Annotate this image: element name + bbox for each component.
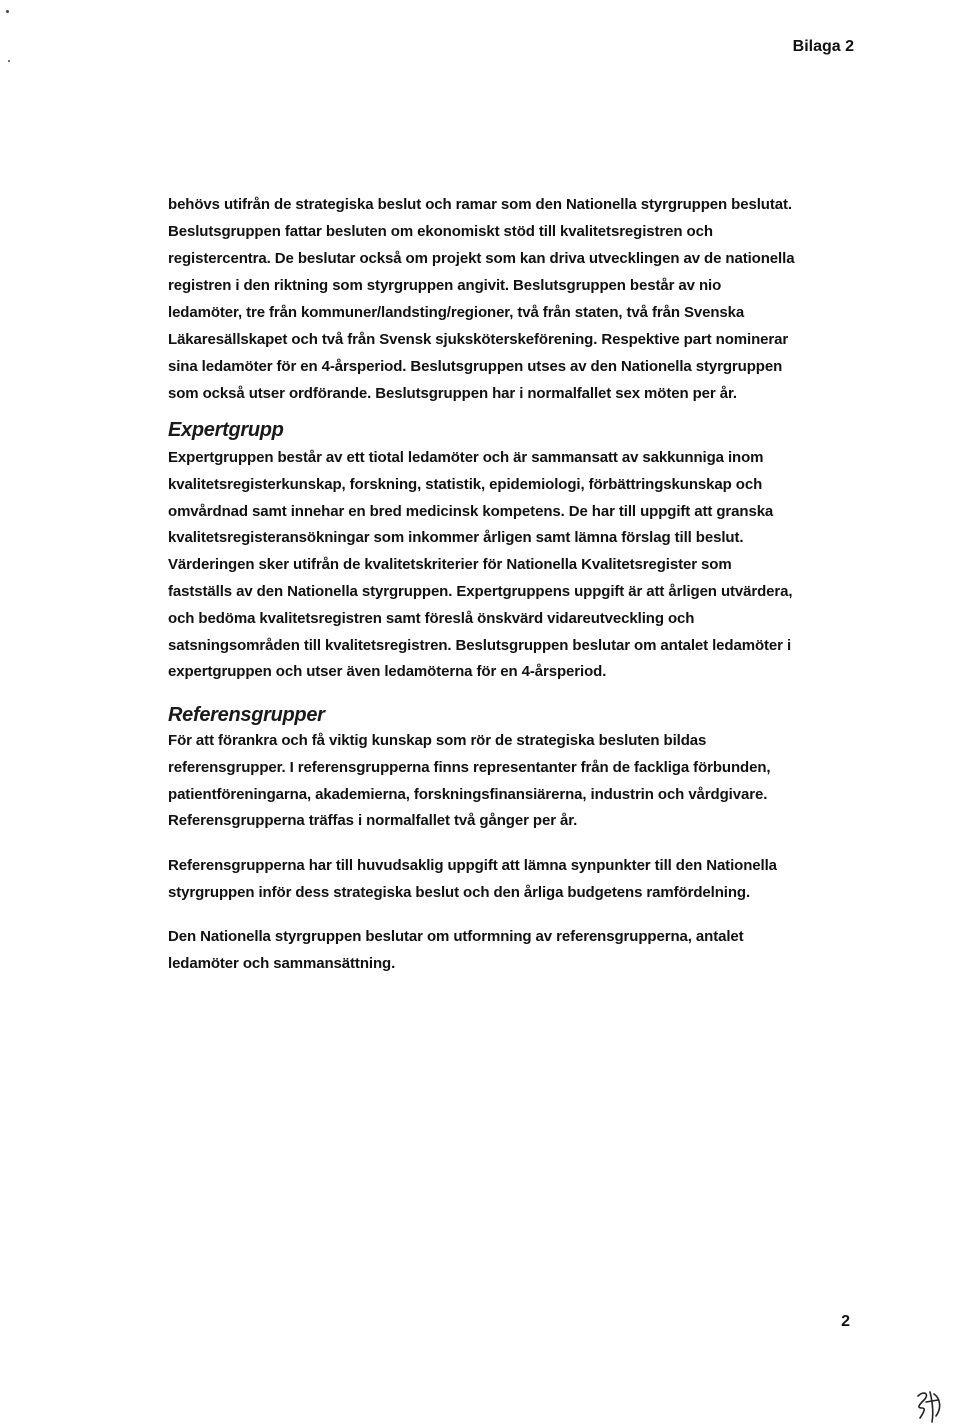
paragraph-referensgrupper bbox=[168, 728, 858, 835]
paragraph-referensgrupper-utformning bbox=[168, 923, 858, 977]
paragraph-expertgrupp bbox=[168, 445, 858, 686]
text-line: kvalitetsregisteransökningar som inkommer årligen samt lämna förslag till beslut. bbox=[168, 529, 744, 547]
text-line: och bedöma kvalitetsregistren samt föreslå önskvärd vidareutveckling och bbox=[168, 609, 695, 627]
section-heading-referensgrupper: Referensgrupper bbox=[168, 704, 325, 726]
text-line: expertgruppen och utser även ledamöterna för en 4-årsperiod. bbox=[168, 663, 607, 681]
text-line: Värderingen sker utifrån de kvalitetskriterier för Nationella Kvalitetsregister som bbox=[168, 556, 732, 574]
paragraph-referensgrupper-uppgift bbox=[168, 852, 858, 906]
text-line: fastställs av den Nationella styrgruppen. Expertgruppens uppgift är att årligen utvärdera, bbox=[168, 582, 793, 600]
text-line: ledamöter, tre från kommuner/landsting/regioner, två från staten, två från Svenska bbox=[168, 304, 745, 321]
text-line: behövs utifrån de strategiska beslut och ramar som den Nationella styrgruppen beslutat. bbox=[168, 196, 792, 213]
scan-artifact-dot bbox=[8, 60, 10, 62]
text-line: Den Nationella styrgruppen beslutar om utformning av referensgrupperna, antalet bbox=[168, 928, 744, 945]
text-line: Referensgrupperna träffas i normalfallet två gånger per år. bbox=[168, 812, 578, 830]
text-line: patientföreningarna, akademierna, forskningsfinansiärerna, industrin och vårdgivare. bbox=[168, 785, 768, 803]
section-heading-expertgrupp: Expertgrupp bbox=[168, 419, 284, 441]
text-line: registercentra. De beslutar också om projekt som kan driva utvecklingen av de nationella bbox=[168, 250, 795, 267]
text-line: Referensgrupperna har till huvudsaklig uppgift att lämna synpunkter till den Nationella bbox=[168, 857, 777, 874]
handwritten-initials-icon bbox=[912, 1388, 946, 1424]
paragraph-beslutsgruppen bbox=[168, 191, 858, 407]
text-line: omvårdnad samt innehar en bred medicinsk kompetens. De har till uppgift att granska bbox=[168, 502, 774, 520]
text-line: kvalitetsregisterkunskap, forskning, statistik, epidemiologi, förbättringskunskap och bbox=[168, 475, 763, 493]
text-line: styrgruppen inför dess strategiska beslut och den årliga budgetens ramfördelning. bbox=[168, 884, 751, 901]
text-line: satsningsområden till kvalitetsregistren. Beslutsgruppen beslutar om antalet ledamöter i bbox=[168, 636, 792, 654]
text-line: som också utser ordförande. Beslutsgruppen har i normalfallet sex möten per år. bbox=[168, 385, 737, 402]
text-line: För att förankra och få viktig kunskap som rör de strategiska besluten bildas bbox=[168, 732, 707, 749]
attachment-label: Bilaga 2 bbox=[792, 38, 854, 55]
text-line: Beslutsgruppen fattar besluten om ekonomiskt stöd till kvalitetsregistren och bbox=[168, 223, 713, 240]
scan-artifact-dot bbox=[6, 10, 9, 13]
text-line: Expertgruppen består av ett tiotal ledamöter och är sammansatt av sakkunniga inom bbox=[168, 449, 764, 466]
text-line: Läkaresällskapet och två från Svensk sjuksköterskeförening. Respektive part nominerar bbox=[168, 331, 789, 348]
text-line: sina ledamöter för en 4-årsperiod. Beslutsgruppen utses av den Nationella styrgruppen bbox=[168, 358, 783, 375]
text-line: ledamöter och sammansättning. bbox=[168, 955, 396, 972]
page-number: 2 bbox=[841, 1313, 850, 1330]
text-line: registren i den riktning som styrgruppen angivit. Beslutsgruppen består av nio bbox=[168, 277, 722, 294]
text-line: referensgrupper. I referensgrupperna finns representanter från de fackliga förbunden, bbox=[168, 758, 771, 776]
